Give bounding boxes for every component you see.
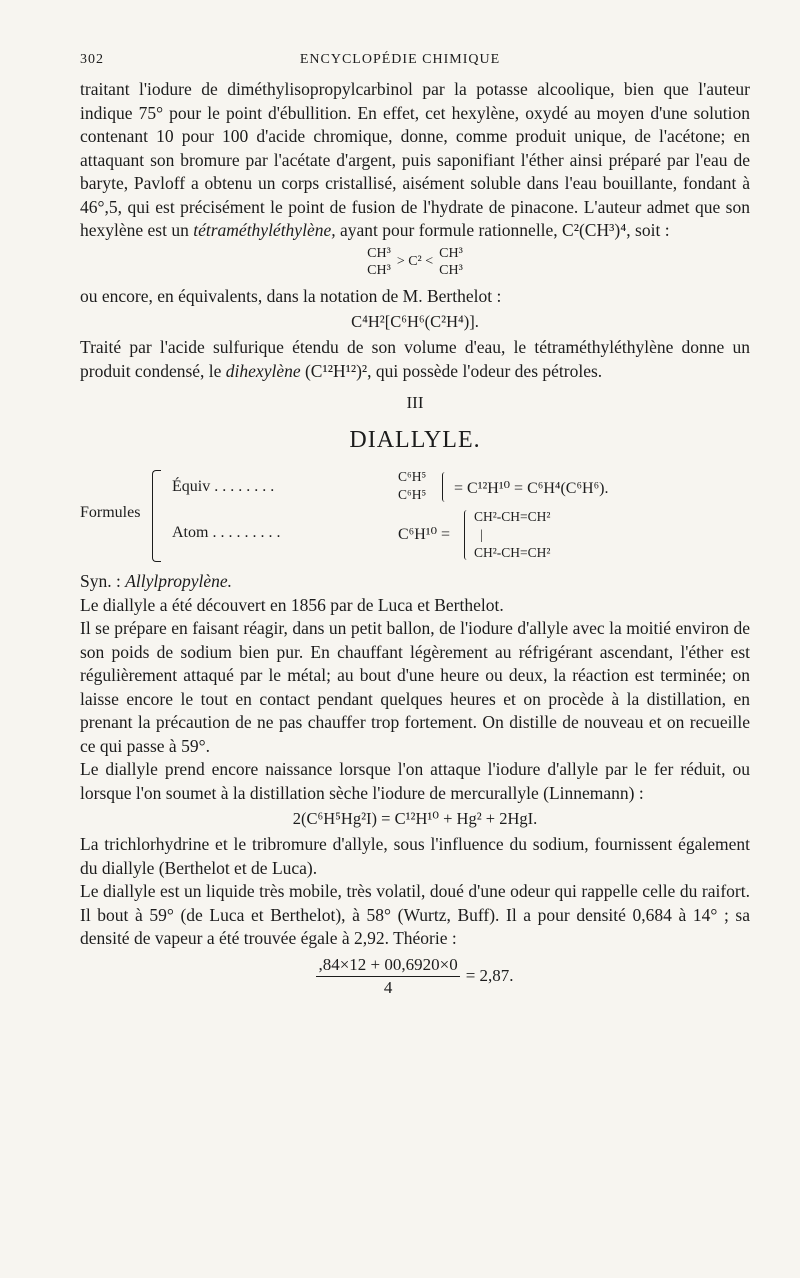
- atom-brace: [464, 510, 471, 560]
- preparation-paragraph: Il se prépare en faisant réagir, dans un petit ballon, de l'iodure d'allyle avec la moitié environ de son poids de sodium bien pur. En chauffant légèrement au réfrigérant ascendant, l'éther est régulièrement attaqué par le métal; au bout d'une heure ou deux, la réaction est terminée; on laisse encore le tout en contact pendant quelques heures et on procède à la distillation, en prenant la précaution de ne pas chauffer trop fortement. On distille de nouveau et on recueille ce qui passe à 59°.: [80, 618, 750, 756]
- fraction: [316, 955, 459, 998]
- discovery-paragraph: Le diallyle a été découvert en 1856 par de Luca et Berthelot.: [80, 594, 504, 615]
- density-calculation: [80, 955, 750, 998]
- trichlorhydrine-paragraph: La trichlorhydrine et le tribromure d'allyle, sous l'influence du sodium, fournissent également du diallyle (Berthelot et de Luca).: [80, 834, 750, 878]
- intro-text-end: ayant pour formule rationnelle, C²(CH³)⁴, soit :: [339, 220, 670, 240]
- struct-right-bottom: CH³: [439, 262, 463, 278]
- running-title: ENCYCLOPÉDIE CHIMIQUE: [299, 52, 501, 67]
- formulas-brace: [152, 470, 161, 562]
- equivalents-paragraph: ou encore, en équivalents, dans la notation de M. Berthelot :: [80, 285, 502, 306]
- atom-stack-bottom: CH²-CH=CH²: [474, 545, 551, 560]
- section-number: III: [406, 393, 424, 412]
- equiv-brace: [442, 472, 449, 502]
- atom-formula: C⁶H¹⁰ =: [398, 526, 451, 543]
- berthelot-formula: C⁴H²[C⁶H⁶(C²H⁴)].: [351, 312, 479, 331]
- synonym-value: Allylpropylène.: [125, 571, 232, 591]
- sulfuric-paragraph: [80, 336, 750, 383]
- struct-center: > C² <: [396, 253, 434, 269]
- properties-paragraph: Le diallyle est un liquide très mobile, très volatil, doué d'une odeur qui rappelle celle du raifort. Il bout à 59° (de Luca et Berthelot), à 58° (Wurtz, Buff). Il a pour densité 0,684 à 14° ; sa densité de vapeur a été trouvée égale à 2,92. Théorie :: [80, 881, 750, 948]
- struct-right-top: CH³: [439, 245, 463, 261]
- page-header: [80, 52, 750, 68]
- sulfuric-text: Traité par l'acide sulfurique étendu de son volume d'eau, le tétraméthyléthylène donne un produit condensé, le: [80, 337, 750, 381]
- atom-label: Atom . . . . . . . . .: [172, 524, 281, 541]
- equiv-label: Équiv . . . . . . . .: [172, 478, 275, 495]
- intro-text: traitant l'iodure de diméthylisopropylcarbinol par la potasse alcoolique, bien que l'auteur indique 75° pour le point d'ébullition. En effet, cet hexylène, oxydé au moyen d'une solution contenant 10 pour 100 d'acide chromique, donne, comme produit unique, de l'acétone; en attaquant son bromure par l'acétate d'argent, puis saponifiant l'éther ainsi préparé par l'eau de baryte, Pavloff a obtenu un corps cristallisé, aisément soluble dans l'eau bouillante, fondant à 46°,5, qui est précisément le point de fusion de l'hydrate de pinacone. L'auteur admet que son hexylène est un: [80, 79, 750, 240]
- equiv-stack: [398, 468, 426, 504]
- synonym-line: [80, 570, 750, 594]
- equiv-stack-top: C⁶H⁵: [398, 469, 427, 484]
- formulas-block: [80, 468, 750, 564]
- formulas-label: Formules: [80, 504, 141, 521]
- sulfuric-text-end: (C¹²H¹²)², qui possède l'odeur des pétroles.: [304, 360, 603, 381]
- equiv-stack-bottom: C⁶H⁵: [398, 487, 427, 502]
- atom-stack-bond: |: [480, 527, 483, 542]
- intro-paragraph: [80, 78, 750, 243]
- mercury-formula: 2(C⁶H⁵Hg²I) = C¹²H¹⁰ + Hg² + 2HgI.: [292, 809, 538, 828]
- struct-left-bottom: CH³: [367, 262, 391, 278]
- struct-right: [439, 245, 463, 279]
- structural-formula: [80, 245, 750, 279]
- struct-left-top: CH³: [367, 245, 391, 261]
- fraction-denominator: 4: [383, 977, 393, 997]
- dihexylene-term: dihexylène: [225, 360, 301, 381]
- atom-stack-top: CH²-CH=CH²: [474, 509, 551, 524]
- formation-paragraph: Le diallyle prend encore naissance lorsque l'on attaque l'iodure d'allyle par le fer réduit, ou lorsque l'on soumet à la distillation sèche l'iodure de mercurallyle (Linnemann) :: [80, 759, 750, 803]
- intro-italic-term: tétraméthyléthylène,: [193, 220, 336, 240]
- page-number: 302: [80, 52, 104, 67]
- struct-left: [367, 245, 391, 279]
- atom-stack: [474, 508, 550, 562]
- section-title: DIALLYLE.: [349, 427, 481, 453]
- fraction-numerator: ,84×12 + 00,6920×0: [316, 955, 459, 977]
- synonym-label: Syn. :: [80, 571, 121, 591]
- equiv-result: = C¹²H¹⁰ = C⁶H⁴(C⁶H⁶).: [454, 480, 609, 497]
- fraction-result: = 2,87.: [465, 966, 514, 985]
